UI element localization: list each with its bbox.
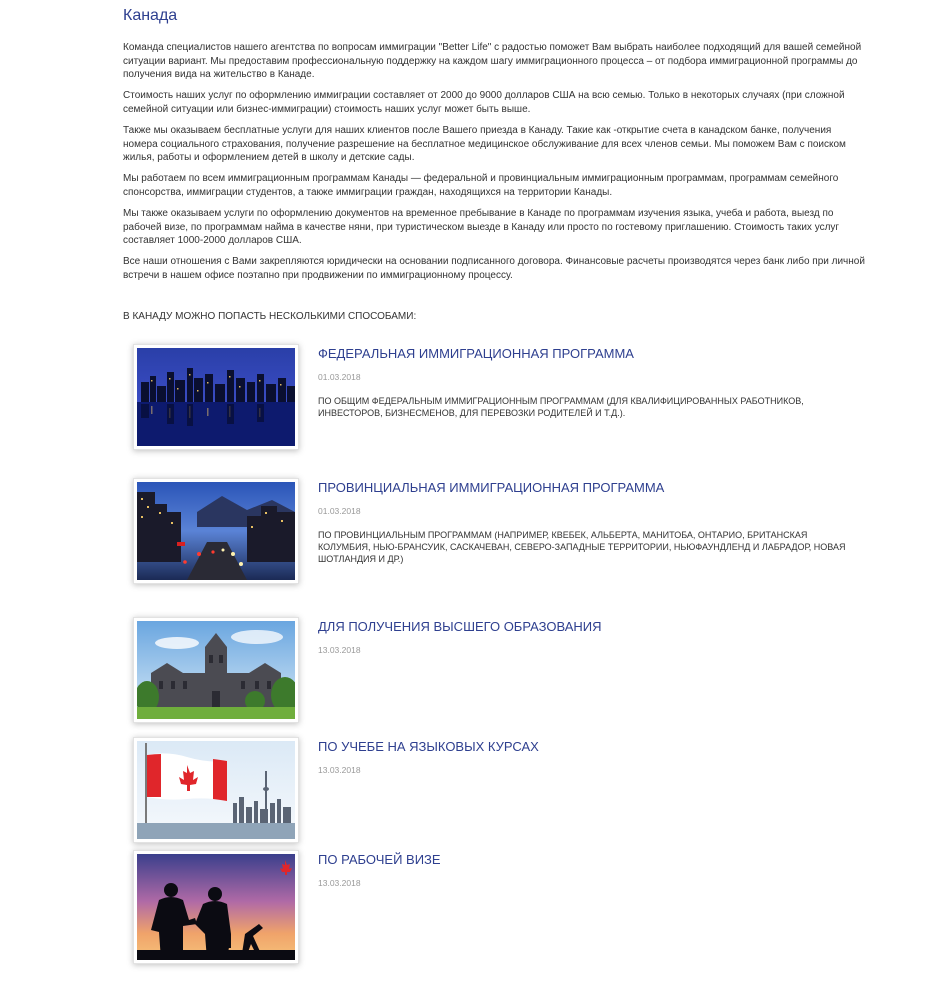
article-title-link[interactable]: ДЛЯ ПОЛУЧЕНИЯ ВЫСШЕГО ОБРАЗОВАНИЯ <box>318 619 602 634</box>
intro-paragraph: Стоимость наших услуг по оформлению иммиграции составляет от 2000 до 9000 долларов США на всю семью. Только в некоторых случаях (при сложной семейной ситуации или бизнес-иммиграции) стоимость наших услуг может быть выше. <box>123 90 845 115</box>
article-thumbnail-link[interactable] <box>133 344 299 450</box>
page-title: Канада <box>123 7 178 24</box>
intro-text <box>123 41 865 290</box>
university-building-image <box>137 621 295 719</box>
article-thumbnail-link[interactable] <box>133 850 299 964</box>
article-title-link[interactable]: ПО УЧЕБЕ НА ЯЗЫКОВЫХ КУРСАХ <box>318 739 539 754</box>
intro-paragraph: Мы также оказываем услуги по оформлению документов на временное пребывание в Канаде по программам изучения языка, учеба и работа, выезд по рабочей визе, по программам найма в качестве няни, при туристическом выезде в Канаду или просто по гостевому приглашению. Стоимость таких услуг составляет 1000-2000 долларов США. <box>123 207 840 247</box>
article-title-link[interactable]: ПО РАБОЧЕЙ ВИЗЕ <box>318 852 441 867</box>
article-title-link[interactable]: ФЕДЕРАЛЬНАЯ ИММИГРАЦИОННАЯ ПРОГРАММА <box>318 346 634 361</box>
city-street-dusk-image <box>137 482 295 580</box>
ways-heading: В КАНАДУ МОЖНО ПОПАСТЬ НЕСКОЛЬКИМИ СПОСОБАМИ: <box>123 311 417 322</box>
article-title-link[interactable]: ПРОВИНЦИАЛЬНАЯ ИММИГРАЦИОННАЯ ПРОГРАММА <box>318 480 665 495</box>
article-date: 01.03.2018 <box>318 506 361 516</box>
article-date: 01.03.2018 <box>318 372 361 382</box>
article-date: 13.03.2018 <box>318 765 361 775</box>
workers-sunset-image <box>137 854 295 960</box>
intro-paragraph: Мы работаем по всем иммиграционным программам Канады — федеральной и провинциальным иммиграционным программам, программам семейного спонсорства, иммиграции студентов, а также иммиграции граждан, находящихся на территории Канады. <box>123 173 839 198</box>
article-thumbnail-link[interactable] <box>133 617 299 723</box>
article-thumbnail-link[interactable] <box>133 478 299 584</box>
intro-paragraph: Все наши отношения с Вами закрепляются юридически на основании подписанного договора. Финансовые расчеты производятся через банк либо при личной встречи в нашем офисе поэтапно при продвижении по иммиграционному процессу. <box>123 256 865 281</box>
article-card-provincial <box>133 478 863 588</box>
article-card-education <box>133 617 863 727</box>
article-date: 13.03.2018 <box>318 645 361 655</box>
article-card-language <box>133 737 863 847</box>
city-night-skyline-image <box>137 348 295 446</box>
article-date: 13.03.2018 <box>318 878 361 888</box>
article-thumbnail-link[interactable] <box>133 737 299 843</box>
article-excerpt: ПО ПРОВИНЦИАЛЬНЫМ ПРОГРАММАМ (НАПРИМЕР, КВЕБЕК, АЛЬБЕРТА, МАНИТОБА, ОНТАРИО, БРИТАНСКАЯ КОЛУМБИЯ, НЬЮ-БРАНСУИК, САСКАЧЕВАН, СЕВЕРО-ЗАПАДНЫЕ ТЕРРИТОРИИ, НЬЮФАУНДЛЕНД И ЛАБРАДОР, НОВАЯ ШОТЛАНДИЯ И ДР.) <box>318 530 846 564</box>
article-excerpt: ПО ОБЩИМ ФЕДЕРАЛЬНЫМ ИММИГРАЦИОННЫМ ПРОГРАММАМ (ДЛЯ КВАЛИФИЦИРОВАННЫХ РАБОТНИКОВ, ИНВЕСТОРОВ, БИЗНЕСМЕНОВ, ДЛЯ ПЕРЕВОЗКИ РОДИТЕЛЕЙ И Т.Д.). <box>318 396 804 418</box>
article-card-work-visa <box>133 850 863 960</box>
intro-paragraph: Команда специалистов нашего агентства по вопросам иммиграции "Better Life" с радостью поможет Вам выбрать наиболее подходящий для вашей семейной ситуации вариант. Мы предоставим профессиональную поддержку на каждом шагу иммиграционного процесса – от подбора иммиграционной программы до получения вида на жительство в Канаде. <box>123 42 862 81</box>
article-card-federal <box>133 344 863 454</box>
canada-flag-skyline-image <box>137 741 295 839</box>
intro-paragraph: Также мы оказываем бесплатные услуги для наших клиентов после Вашего приезда в Канаду. Такие как -открытие счета в канадском банке, получения номера социального страхования, получение разрешение на бесплатное медицинское обслуживание для всех членов семьи. Мы поможем Вам с поиском жилья, работы и оформлением детей в школу и детские сады. <box>123 124 846 164</box>
